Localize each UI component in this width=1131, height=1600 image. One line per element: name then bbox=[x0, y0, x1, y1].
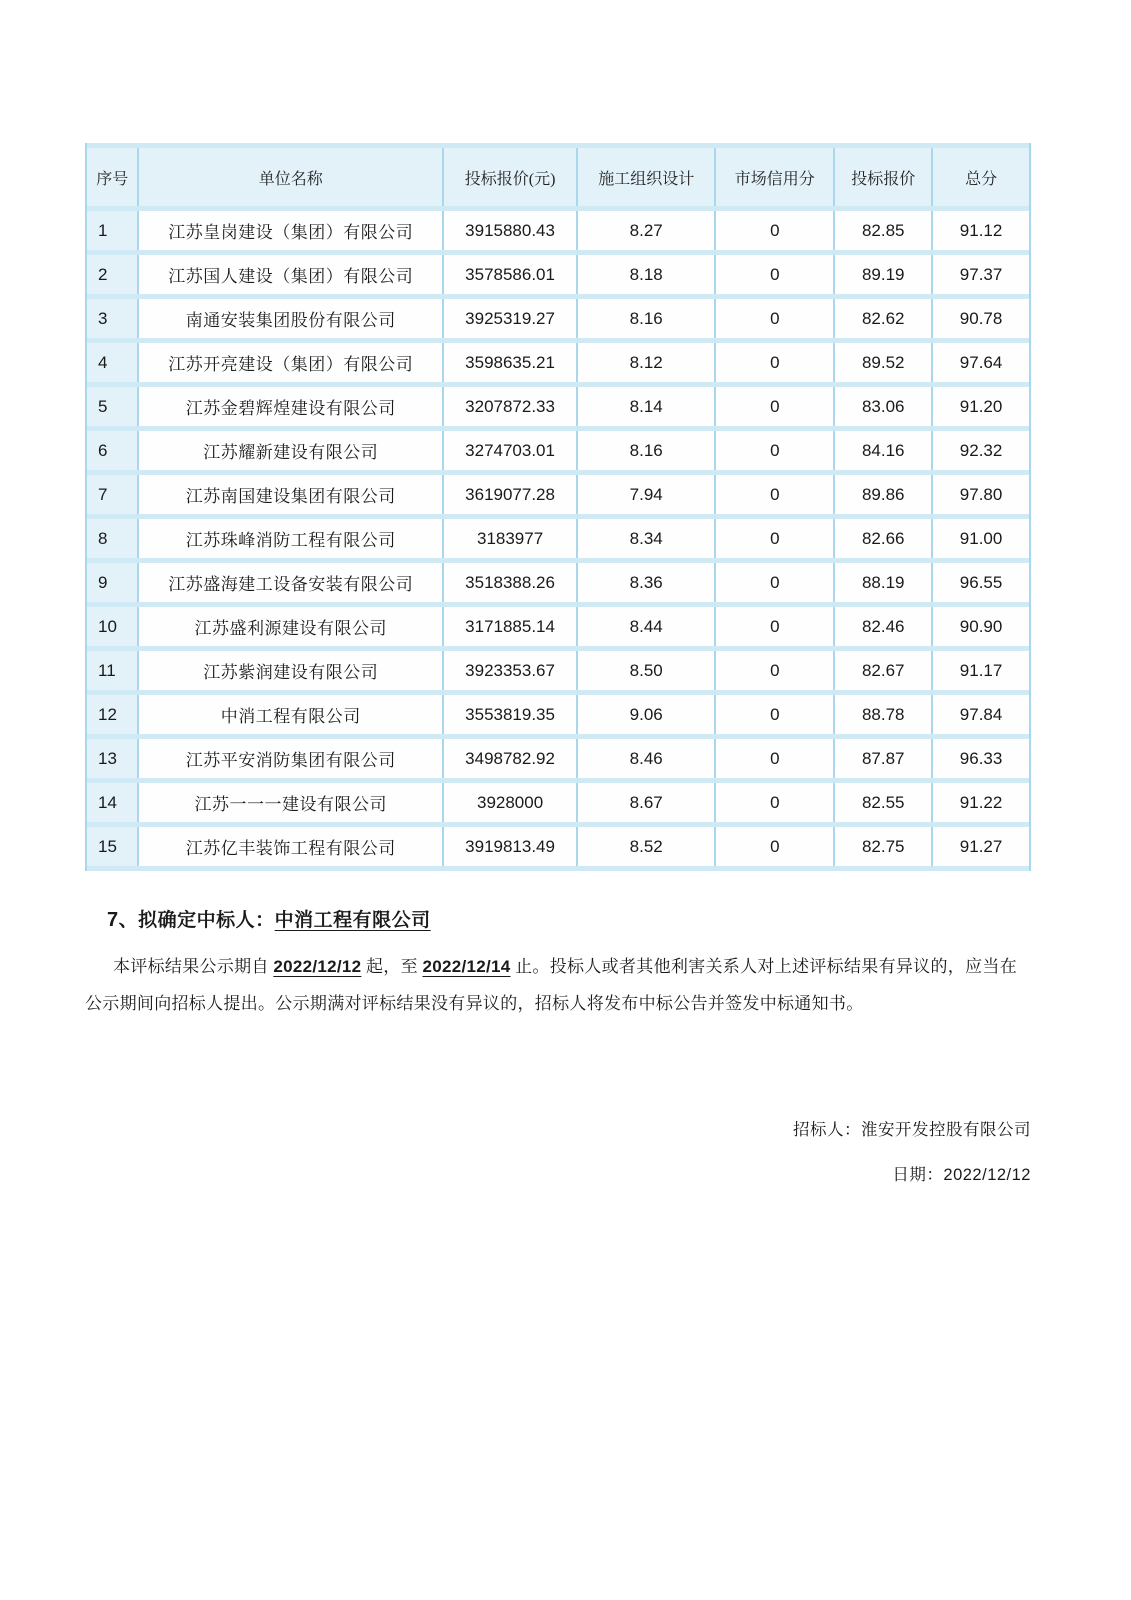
col-company-name-cell: 江苏亿丰装饰工程有限公司 bbox=[139, 827, 444, 866]
notice-text-2: 起，至 bbox=[361, 957, 423, 976]
table-row bbox=[87, 739, 1029, 778]
col-company-name-cell: 江苏珠峰消防工程有限公司 bbox=[139, 519, 444, 558]
col-market-credit-score-cell: 0 bbox=[716, 695, 835, 734]
header-col-bid-price-yuan: 投标报价(元) bbox=[444, 148, 578, 206]
col-market-credit-score-cell: 0 bbox=[716, 827, 835, 866]
col-index-cell: 12 bbox=[87, 695, 139, 734]
col-construction-org-design-cell: 8.18 bbox=[578, 255, 716, 294]
signature-block bbox=[793, 1116, 1031, 1206]
col-market-credit-score-cell: 0 bbox=[716, 519, 835, 558]
col-company-name-cell: 中消工程有限公司 bbox=[139, 695, 444, 734]
col-index-cell: 5 bbox=[87, 387, 139, 426]
header-row bbox=[87, 148, 1029, 206]
header-col-company-name: 单位名称 bbox=[139, 148, 444, 206]
tenderer-label: 招标人： bbox=[793, 1120, 861, 1139]
date-label: 日期： bbox=[892, 1165, 944, 1184]
col-total-score-cell: 97.64 bbox=[933, 343, 1029, 382]
table-row bbox=[87, 651, 1029, 690]
col-index-cell: 1 bbox=[87, 211, 139, 250]
col-total-score-cell: 91.22 bbox=[933, 783, 1029, 822]
header-col-bid-price-score: 投标报价 bbox=[835, 148, 933, 206]
col-construction-org-design-cell: 8.27 bbox=[578, 211, 716, 250]
publicity-end-date: 2022/12/14 bbox=[422, 957, 511, 976]
col-construction-org-design-cell: 8.46 bbox=[578, 739, 716, 778]
col-bid-price-yuan-cell: 3578586.01 bbox=[444, 255, 578, 294]
col-company-name-cell: 南通安装集团股份有限公司 bbox=[139, 299, 444, 338]
col-market-credit-score-cell: 0 bbox=[716, 607, 835, 646]
col-total-score-cell: 91.17 bbox=[933, 651, 1029, 690]
col-index-cell: 3 bbox=[87, 299, 139, 338]
col-total-score-cell: 96.33 bbox=[933, 739, 1029, 778]
col-company-name-cell: 江苏金碧辉煌建设有限公司 bbox=[139, 387, 444, 426]
col-total-score-cell: 91.20 bbox=[933, 387, 1029, 426]
publicity-start-date: 2022/12/12 bbox=[273, 957, 362, 976]
col-index-cell: 11 bbox=[87, 651, 139, 690]
col-bid-price-score-cell: 82.66 bbox=[835, 519, 933, 558]
table-row bbox=[87, 475, 1029, 514]
col-bid-price-score-cell: 82.46 bbox=[835, 607, 933, 646]
col-company-name-cell: 江苏一一一建设有限公司 bbox=[139, 783, 444, 822]
col-company-name-cell: 江苏紫润建设有限公司 bbox=[139, 651, 444, 690]
col-bid-price-score-cell: 89.52 bbox=[835, 343, 933, 382]
col-construction-org-design-cell: 8.16 bbox=[578, 431, 716, 470]
col-construction-org-design-cell: 7.94 bbox=[578, 475, 716, 514]
col-market-credit-score-cell: 0 bbox=[716, 651, 835, 690]
col-company-name-cell: 江苏皇岗建设（集团）有限公司 bbox=[139, 211, 444, 250]
tenderer-name: 淮安开发控股有限公司 bbox=[861, 1120, 1031, 1139]
col-market-credit-score-cell: 0 bbox=[716, 211, 835, 250]
col-total-score-cell: 91.00 bbox=[933, 519, 1029, 558]
col-bid-price-yuan-cell: 3923353.67 bbox=[444, 651, 578, 690]
col-index-cell: 7 bbox=[87, 475, 139, 514]
table-row bbox=[87, 299, 1029, 338]
header-col-index: 序号 bbox=[87, 148, 139, 206]
col-company-name-cell: 江苏盛利源建设有限公司 bbox=[139, 607, 444, 646]
section-7-winner-line bbox=[107, 905, 431, 932]
col-total-score-cell: 97.84 bbox=[933, 695, 1029, 734]
header-col-construction-org-design: 施工组织设计 bbox=[578, 148, 716, 206]
col-construction-org-design-cell: 8.14 bbox=[578, 387, 716, 426]
col-bid-price-score-cell: 82.62 bbox=[835, 299, 933, 338]
col-bid-price-score-cell: 82.67 bbox=[835, 651, 933, 690]
col-market-credit-score-cell: 0 bbox=[716, 255, 835, 294]
col-market-credit-score-cell: 0 bbox=[716, 563, 835, 602]
col-bid-price-yuan-cell: 3619077.28 bbox=[444, 475, 578, 514]
col-company-name-cell: 江苏开亮建设（集团）有限公司 bbox=[139, 343, 444, 382]
col-market-credit-score-cell: 0 bbox=[716, 783, 835, 822]
table-row bbox=[87, 519, 1029, 558]
table-row bbox=[87, 607, 1029, 646]
col-bid-price-yuan-cell: 3274703.01 bbox=[444, 431, 578, 470]
col-index-cell: 10 bbox=[87, 607, 139, 646]
date-line bbox=[793, 1161, 1031, 1185]
col-company-name-cell: 江苏南国建设集团有限公司 bbox=[139, 475, 444, 514]
col-index-cell: 9 bbox=[87, 563, 139, 602]
col-construction-org-design-cell: 8.34 bbox=[578, 519, 716, 558]
col-bid-price-yuan-cell: 3171885.14 bbox=[444, 607, 578, 646]
col-bid-price-yuan-cell: 3183977 bbox=[444, 519, 578, 558]
table-row bbox=[87, 343, 1029, 382]
col-bid-price-yuan-cell: 3207872.33 bbox=[444, 387, 578, 426]
col-construction-org-design-cell: 8.16 bbox=[578, 299, 716, 338]
col-bid-price-yuan-cell: 3928000 bbox=[444, 783, 578, 822]
col-total-score-cell: 96.55 bbox=[933, 563, 1029, 602]
col-bid-price-score-cell: 82.75 bbox=[835, 827, 933, 866]
col-bid-price-score-cell: 88.78 bbox=[835, 695, 933, 734]
col-index-cell: 13 bbox=[87, 739, 139, 778]
table-row bbox=[87, 783, 1029, 822]
header-col-market-credit-score: 市场信用分 bbox=[716, 148, 835, 206]
table-header-row bbox=[87, 148, 1029, 206]
col-index-cell: 8 bbox=[87, 519, 139, 558]
signature-date: 2022/12/12 bbox=[943, 1166, 1031, 1184]
col-bid-price-score-cell: 87.87 bbox=[835, 739, 933, 778]
tenderer-line bbox=[793, 1116, 1031, 1140]
col-total-score-cell: 92.32 bbox=[933, 431, 1029, 470]
table-row bbox=[87, 431, 1029, 470]
col-index-cell: 15 bbox=[87, 827, 139, 866]
header-col-total-score: 总分 bbox=[933, 148, 1029, 206]
col-bid-price-yuan-cell: 3915880.43 bbox=[444, 211, 578, 250]
col-bid-price-score-cell: 83.06 bbox=[835, 387, 933, 426]
col-index-cell: 14 bbox=[87, 783, 139, 822]
notice-text-1: 本评标结果公示期自 bbox=[113, 957, 274, 976]
col-bid-price-score-cell: 82.85 bbox=[835, 211, 933, 250]
col-total-score-cell: 90.90 bbox=[933, 607, 1029, 646]
col-construction-org-design-cell: 8.36 bbox=[578, 563, 716, 602]
col-total-score-cell: 97.80 bbox=[933, 475, 1029, 514]
table-row bbox=[87, 827, 1029, 866]
publicity-notice-paragraph bbox=[85, 948, 1017, 1022]
col-bid-price-yuan-cell: 3925319.27 bbox=[444, 299, 578, 338]
col-index-cell: 2 bbox=[87, 255, 139, 294]
col-bid-price-yuan-cell: 3919813.49 bbox=[444, 827, 578, 866]
table-row bbox=[87, 387, 1029, 426]
section-label: 、拟确定中标人： bbox=[118, 910, 275, 931]
col-construction-org-design-cell: 8.67 bbox=[578, 783, 716, 822]
col-bid-price-score-cell: 84.16 bbox=[835, 431, 933, 470]
col-index-cell: 4 bbox=[87, 343, 139, 382]
table-row bbox=[87, 695, 1029, 734]
col-company-name-cell: 江苏耀新建设有限公司 bbox=[139, 431, 444, 470]
table-row bbox=[87, 563, 1029, 602]
table-body bbox=[87, 211, 1029, 866]
col-company-name-cell: 江苏盛海建工设备安装有限公司 bbox=[139, 563, 444, 602]
col-bid-price-score-cell: 89.86 bbox=[835, 475, 933, 514]
col-total-score-cell: 97.37 bbox=[933, 255, 1029, 294]
section-number: 7 bbox=[107, 909, 119, 931]
col-bid-price-yuan-cell: 3518388.26 bbox=[444, 563, 578, 602]
col-market-credit-score-cell: 0 bbox=[716, 431, 835, 470]
col-company-name-cell: 江苏平安消防集团有限公司 bbox=[139, 739, 444, 778]
col-construction-org-design-cell: 8.52 bbox=[578, 827, 716, 866]
table-row bbox=[87, 211, 1029, 250]
col-bid-price-score-cell: 88.19 bbox=[835, 563, 933, 602]
col-market-credit-score-cell: 0 bbox=[716, 299, 835, 338]
col-total-score-cell: 90.78 bbox=[933, 299, 1029, 338]
col-construction-org-design-cell: 8.44 bbox=[578, 607, 716, 646]
notice-text-3: 止。投标人或者其他利害关系人对上述评标结果有异议的，应当在公示期间向招标人提出。公示期满对评标结果没有异议的，招标人将发布中标公告并签发中标通知书。 bbox=[85, 957, 1018, 1013]
col-construction-org-design-cell: 9.06 bbox=[578, 695, 716, 734]
col-market-credit-score-cell: 0 bbox=[716, 475, 835, 514]
col-bid-price-yuan-cell: 3553819.35 bbox=[444, 695, 578, 734]
col-market-credit-score-cell: 0 bbox=[716, 343, 835, 382]
evaluation-score-table-wrap bbox=[85, 143, 1031, 871]
col-construction-org-design-cell: 8.12 bbox=[578, 343, 716, 382]
col-total-score-cell: 91.12 bbox=[933, 211, 1029, 250]
col-company-name-cell: 江苏国人建设（集团）有限公司 bbox=[139, 255, 444, 294]
col-bid-price-score-cell: 82.55 bbox=[835, 783, 933, 822]
col-market-credit-score-cell: 0 bbox=[716, 739, 835, 778]
evaluation-score-table bbox=[85, 143, 1031, 871]
col-construction-org-design-cell: 8.50 bbox=[578, 651, 716, 690]
col-index-cell: 6 bbox=[87, 431, 139, 470]
col-bid-price-yuan-cell: 3498782.92 bbox=[444, 739, 578, 778]
col-total-score-cell: 91.27 bbox=[933, 827, 1029, 866]
col-bid-price-score-cell: 89.19 bbox=[835, 255, 933, 294]
col-bid-price-yuan-cell: 3598635.21 bbox=[444, 343, 578, 382]
winner-name: 中消工程有限公司 bbox=[274, 910, 431, 931]
table-row bbox=[87, 255, 1029, 294]
col-market-credit-score-cell: 0 bbox=[716, 387, 835, 426]
